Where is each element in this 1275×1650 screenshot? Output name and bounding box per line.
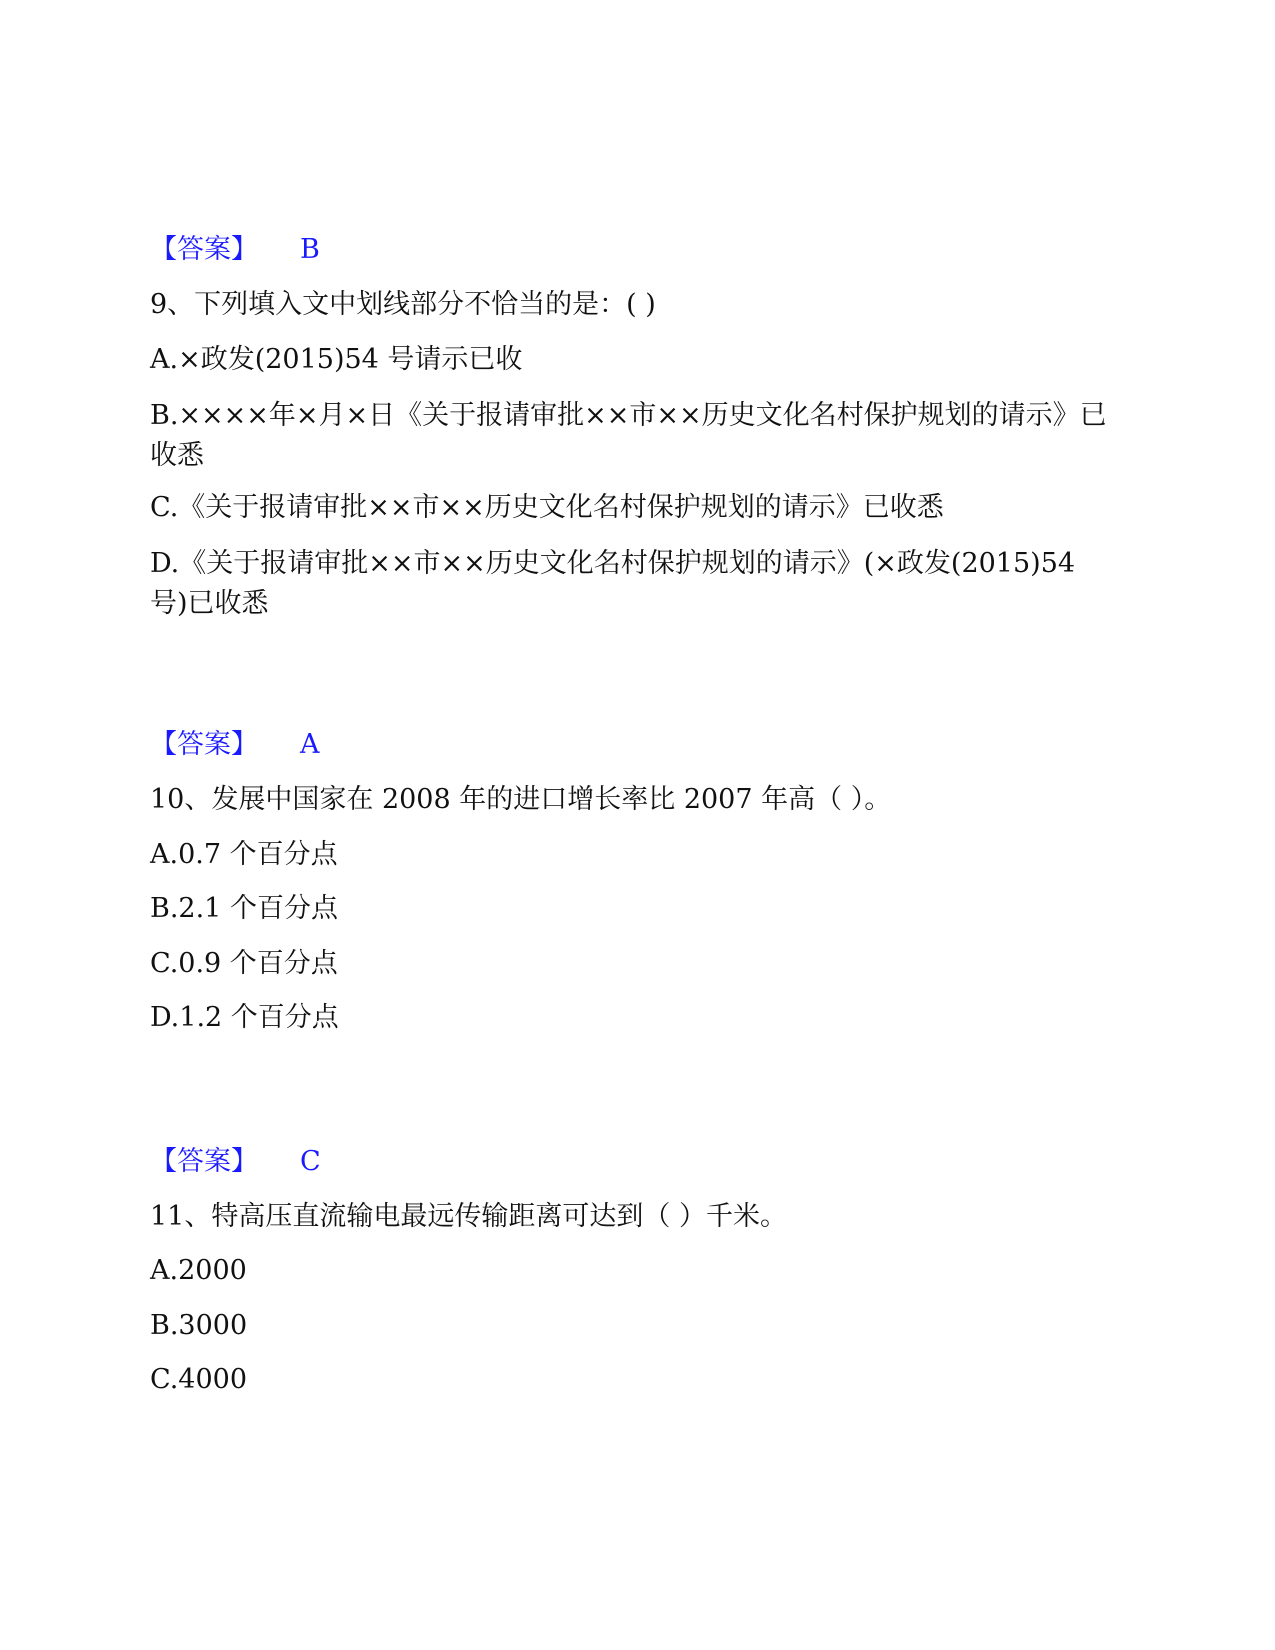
answer-line-1 bbox=[150, 231, 320, 269]
answer-label: 【答案】 bbox=[150, 729, 258, 760]
option-9-d: D.《关于报请审批××市××历史文化名村保护规划的请示》(×政发(2015)54 号)已收悉 bbox=[150, 548, 1076, 619]
answer-label: 【答案】 bbox=[150, 1146, 258, 1177]
option-9-a: A.×政发(2015)54 号请示已收 bbox=[150, 344, 523, 375]
option-10-c: C.0.9 个百分点 bbox=[150, 948, 338, 979]
option-11-b: B.3000 bbox=[150, 1310, 248, 1341]
question-11: 11、特高压直流输电最远传输距离可达到（ ）千米。 bbox=[150, 1201, 787, 1232]
question-10: 10、发展中国家在 2008 年的进口增长率比 2007 年高（ ）。 bbox=[150, 784, 892, 815]
answer-label: 【答案】 bbox=[150, 234, 258, 265]
option-9-c: C.《关于报请审批××市××历史文化名村保护规划的请示》已收悉 bbox=[150, 492, 944, 523]
option-11-a: A.2000 bbox=[150, 1255, 247, 1286]
question-9: 9、下列填入文中划线部分不恰当的是：( ) bbox=[150, 289, 656, 320]
option-10-a: A.0.7 个百分点 bbox=[150, 839, 338, 870]
answer-value: A bbox=[300, 729, 320, 760]
option-10-d: D.1.2 个百分点 bbox=[150, 1002, 339, 1033]
option-10-b: B.2.1 个百分点 bbox=[150, 893, 338, 924]
option-11-c: C.4000 bbox=[150, 1364, 247, 1395]
answer-line-2 bbox=[150, 726, 320, 764]
answer-value: B bbox=[300, 234, 320, 265]
answer-line-3 bbox=[150, 1143, 321, 1181]
answer-value: C bbox=[300, 1146, 321, 1177]
option-9-b: B.××××年×月×日《关于报请审批××市××历史文化名村保护规划的请示》已收悉 bbox=[150, 400, 1107, 471]
